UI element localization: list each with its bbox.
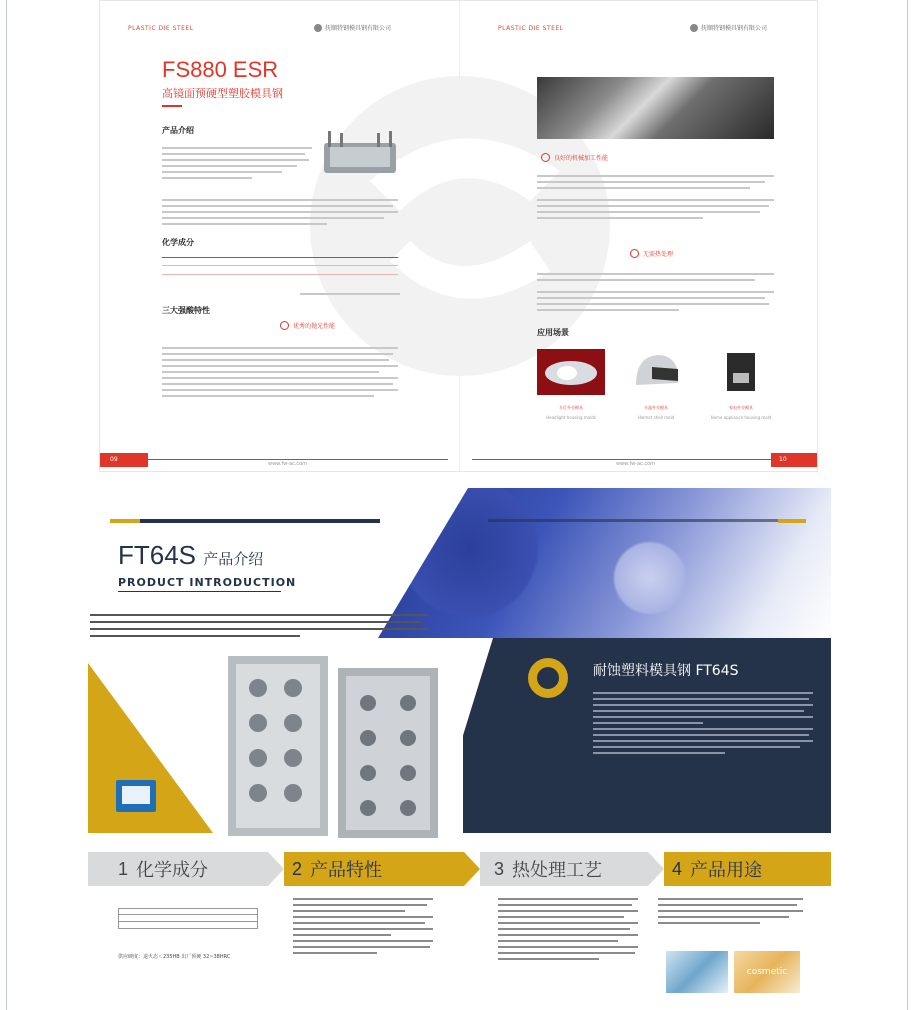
table-row bbox=[162, 257, 398, 266]
machining-photo bbox=[537, 77, 774, 139]
polish-label: 优秀的抛光性能 bbox=[293, 323, 336, 330]
headlight-caption: 车灯外壳模具 bbox=[559, 405, 583, 410]
viewer-left-border bbox=[6, 0, 7, 1010]
viewer-right-border bbox=[907, 0, 908, 1010]
left-company-name: 抚顺特钢模具钢有限公司 bbox=[325, 25, 392, 32]
supply-hardness: 供应硬度：退火态＜235HB 出厂预硬 32~38HRC bbox=[118, 954, 231, 960]
uses-column bbox=[658, 898, 803, 928]
fs880-spread-page bbox=[99, 0, 818, 472]
page-number-left: 09 bbox=[100, 453, 148, 467]
applications-heading: 应用场景 bbox=[537, 328, 569, 337]
helmet-caption-en: Helmet shell mold bbox=[637, 415, 675, 420]
step-label: 热处理工艺 bbox=[512, 860, 603, 881]
panel-title: 耐蚀塑料模具钢 FT64S bbox=[593, 663, 739, 679]
features-paragraph-cn bbox=[162, 347, 398, 401]
helmet-image bbox=[622, 349, 690, 395]
right-company-logo bbox=[690, 23, 767, 32]
step-heat-treatment bbox=[480, 852, 648, 886]
intro-paragraph-cn bbox=[162, 147, 312, 183]
step-chevron bbox=[268, 852, 284, 886]
brochure-intro-paragraph bbox=[90, 614, 428, 642]
coffee-machine-image bbox=[707, 349, 775, 395]
footer-url-right: www.fw-ac.com bbox=[616, 461, 656, 467]
step-product-uses bbox=[664, 852, 831, 886]
step-chemical-composition bbox=[88, 852, 268, 886]
step-label: 产品特性 bbox=[310, 860, 383, 881]
injection-mold-image bbox=[218, 648, 448, 843]
title-underline bbox=[162, 105, 182, 107]
left-header: PLASTIC DIE STEEL bbox=[128, 25, 194, 32]
monitor-icon bbox=[116, 780, 156, 812]
product-subtitle: 高镜面预硬型塑胶模具钢 bbox=[162, 87, 283, 100]
right-header: PLASTIC DIE STEEL bbox=[498, 25, 564, 32]
step-chevron bbox=[648, 852, 664, 886]
brochure-title bbox=[118, 540, 263, 571]
machining-icon bbox=[541, 153, 550, 162]
no-heat-paragraph bbox=[537, 273, 774, 315]
accent-bar-gold bbox=[110, 519, 140, 523]
step-number: 3 bbox=[494, 858, 505, 879]
polish-icon bbox=[280, 321, 289, 330]
no-heat-label: 无需热处理 bbox=[643, 251, 674, 258]
machining-paragraph bbox=[537, 175, 774, 223]
page-number-right: 10 bbox=[771, 453, 818, 467]
step-number: 4 bbox=[672, 858, 683, 879]
machining-label: 良好的机械加工性能 bbox=[554, 155, 609, 162]
ft64s-brochure-page bbox=[88, 488, 831, 998]
company-logo-icon bbox=[314, 24, 322, 32]
table-row bbox=[118, 908, 258, 915]
company-logo-icon bbox=[690, 24, 698, 32]
step-label: 产品用途 bbox=[690, 860, 763, 881]
medical-application-photo bbox=[666, 951, 728, 993]
step-number: 2 bbox=[292, 858, 303, 879]
step-label: 化学成分 bbox=[136, 860, 209, 881]
footer-line-left bbox=[148, 459, 448, 460]
appliance-caption-en: Home appliance housing mold bbox=[710, 415, 772, 420]
accent-bar-gold-right bbox=[778, 519, 806, 523]
section-features-heading: 三大强酸特性 bbox=[162, 306, 210, 315]
helmet-caption: 头盔外壳模具 bbox=[644, 405, 668, 410]
cosmetic-application-photo: cosmetic bbox=[734, 951, 800, 993]
section-steps-bar bbox=[88, 852, 831, 886]
product-title: FS880 ESR bbox=[162, 57, 279, 82]
accent-bar-navy-right bbox=[488, 519, 778, 522]
no-heat-icon bbox=[630, 249, 639, 258]
accent-bar-navy bbox=[140, 519, 380, 523]
intro-paragraph-en bbox=[162, 199, 398, 229]
brochure-title-cn: 产品介绍 bbox=[203, 551, 264, 568]
section-chem-heading: 化学成分 bbox=[162, 238, 194, 247]
table-note bbox=[300, 293, 400, 299]
step-chevron bbox=[464, 852, 480, 886]
headlight-image bbox=[537, 349, 605, 395]
panel-paragraph bbox=[593, 692, 813, 758]
headlight-caption-en: Headlight housing molds bbox=[546, 415, 596, 420]
step-product-features bbox=[284, 852, 464, 886]
title-underline bbox=[118, 591, 281, 592]
mold-product-image bbox=[320, 129, 400, 177]
appliance-caption: 家电外壳模具 bbox=[729, 405, 753, 410]
left-company-logo bbox=[314, 23, 391, 32]
right-company-name: 抚顺特钢模具钢有限公司 bbox=[701, 25, 768, 32]
brochure-title-en: PRODUCT INTRODUCTION bbox=[118, 576, 297, 589]
chemical-composition-table bbox=[162, 257, 398, 275]
machining-badge bbox=[541, 153, 608, 162]
company-logo-icon bbox=[528, 658, 568, 698]
table-row bbox=[118, 915, 258, 922]
features-column bbox=[293, 898, 433, 958]
heat-treatment-column bbox=[498, 898, 638, 964]
footer-line-right bbox=[472, 459, 772, 460]
no-heat-badge bbox=[630, 249, 673, 258]
step-number: 1 bbox=[118, 858, 129, 879]
table-row bbox=[162, 266, 398, 275]
section-intro-heading: 产品介绍 bbox=[162, 126, 194, 135]
chemical-composition-table bbox=[118, 908, 258, 929]
table-row bbox=[118, 922, 258, 929]
brochure-title-model: FT64S bbox=[118, 540, 197, 570]
footer-url-left: www.fw-ac.com bbox=[268, 461, 308, 467]
polish-badge bbox=[280, 321, 335, 330]
